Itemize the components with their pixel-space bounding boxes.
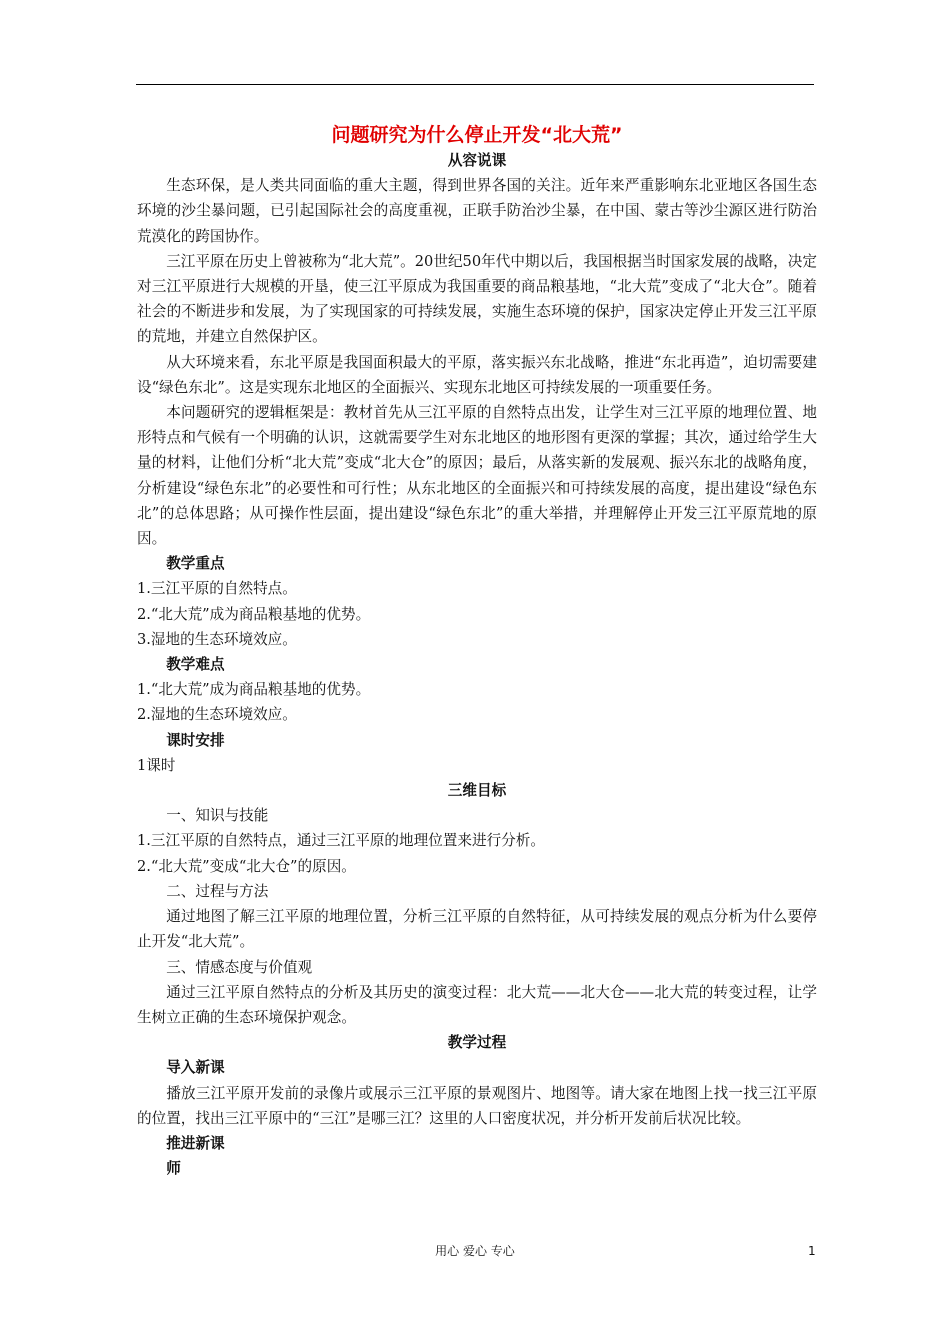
header-rule bbox=[136, 84, 814, 85]
intro-paragraph: 生态环保，是人类共同面临的重大主题，得到世界各国的关注。近年来严重影响东北亚地区各国生态环境的沙尘暴问题，已引起国际社会的高度重视，正联手防治沙尘暴，在中国、蒙古等沙尘源区进行防治荒漠化的跨国协作。 bbox=[137, 177, 817, 245]
intro-paragraph: 三江平原在历史上曾被称为“北大荒”。20世纪50年代中期以后，我国根据当时国家发展的战略，决定对三江平原进行大规模的开垦，使三江平原成为我国重要的商品粮基地，“北大荒”变成了“北大仓”。随着社会的不断进步和发展，为了实现国家的可持续发展，实施生态环境的保护，国家决定停止开发三江平原的荒地，并建立自然保护区。 bbox=[137, 252, 817, 346]
emotion-text: 通过三江平原自然特点的分析及其历史的演变过程：北大荒——北大仓——北大荒的转变过程，让学生树立正确的生态环境保护观念。 bbox=[137, 983, 817, 1026]
intro-paragraph: 从大环境来看，东北平原是我国面积最大的平原，落实振兴东北战略，推进“东北再造”，迫切需要建设“绿色东北”。这是实现东北地区的全面振兴、实现东北地区可持续发展的一项重要任务。 bbox=[137, 353, 817, 396]
page-number: 1 bbox=[808, 1244, 816, 1258]
knowledge-heading: 一、知识与技能 bbox=[166, 807, 269, 825]
emotion-heading: 三、情感态度与价值观 bbox=[166, 958, 313, 976]
objectives-heading: 三维目标 bbox=[447, 782, 507, 800]
key-point-item: 2.“北大荒”成为商品粮基地的优势。 bbox=[137, 605, 371, 623]
advance-lesson-heading: 推进新课 bbox=[166, 1134, 225, 1152]
teaching-process-heading: 教学过程 bbox=[447, 1034, 507, 1052]
key-point-item: 1.三江平原的自然特点。 bbox=[137, 580, 297, 598]
footer-motto: 用心 爱心 专心 bbox=[435, 1244, 515, 1258]
document-body bbox=[137, 112, 817, 1181]
teacher-label: 师 bbox=[166, 1160, 181, 1178]
intro-lesson-heading: 导入新课 bbox=[166, 1059, 225, 1077]
intro-paragraph: 本问题研究的逻辑框架是：教材首先从三江平原的自然特点出发，让学生对三江平原的地理位置、地形特点和气候有一个明确的认识，这就需要学生对东北地区的地形图有更深的掌握；其次，通过给学生大量的材料，让他们分析“北大荒”变成“北大仓”的原因；最后，从落实新的发展观、振兴东北的战略角度，分析建设“绿色东北”的必要性和可行性；从东北地区的全面振兴和可持续发展的高度，提出建设“绿色东北”的总体思路；从可操作性层面，提出建设“绿色东北”的重大举措，并理解停止开发三江平原荒地的原因。 bbox=[137, 404, 817, 548]
schedule-heading: 课时安排 bbox=[166, 731, 225, 749]
key-points-heading: 教学重点 bbox=[166, 555, 225, 573]
knowledge-item: 1.三江平原的自然特点，通过三江平原的地理位置来进行分析。 bbox=[137, 832, 545, 850]
difficult-point-item: 2.湿地的生态环境效应。 bbox=[137, 706, 297, 724]
difficult-point-item: 1.“北大荒”成为商品粮基地的优势。 bbox=[137, 681, 371, 699]
difficult-points-heading: 教学难点 bbox=[166, 656, 225, 674]
key-point-item: 3.湿地的生态环境效应。 bbox=[137, 630, 297, 648]
document-title: 问题研究为什么停止开发“北大荒” bbox=[331, 124, 623, 146]
intro-lesson-text: 播放三江平原开发前的录像片或展示三江平原的景观图片、地图等。请大家在地图上找一找三江平原的位置，找出三江平原中的“三江”是哪三江？这里的人口密度状况，并分析开发前后状况比较。 bbox=[137, 1084, 817, 1127]
knowledge-item: 2.“北大荒”变成“北大仓”的原因。 bbox=[137, 857, 356, 875]
process-method-heading: 二、过程与方法 bbox=[166, 882, 269, 900]
section-heading-shuoke: 从容说课 bbox=[447, 152, 507, 169]
process-method-text: 通过地图了解三江平原的地理位置，分析三江平原的自然特征，从可持续发展的观点分析为什么要停止开发“北大荒”。 bbox=[137, 908, 817, 951]
schedule-value: 1课时 bbox=[137, 756, 176, 774]
